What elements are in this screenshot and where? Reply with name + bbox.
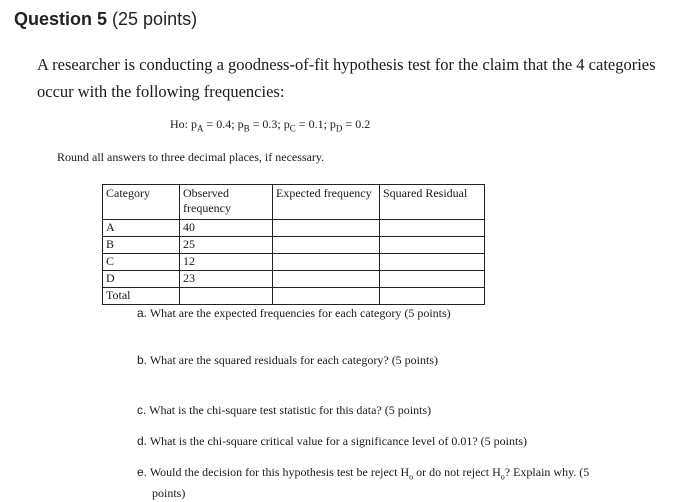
- question-number: Question 5: [14, 9, 108, 29]
- question-e-letter: e.: [137, 465, 148, 479]
- observed-cell: 23: [180, 271, 273, 288]
- question-d-letter: d.: [137, 434, 148, 448]
- header-expected: Expected frequency: [273, 185, 380, 220]
- residual-cell[interactable]: [380, 254, 485, 271]
- category-cell: A: [103, 220, 180, 237]
- total-expected-cell[interactable]: [273, 288, 380, 305]
- rounding-note: Round all answers to three decimal places, if necessary.: [57, 150, 325, 164]
- table-header-row: [103, 185, 485, 220]
- hypothesis-statement: [170, 117, 370, 133]
- hypothesis-term: $p_D = 0.2$: [329, 117, 371, 134]
- residual-cell[interactable]: [380, 237, 485, 254]
- question-b-text: What are the squared residuals for each category? (5 points): [149, 353, 439, 367]
- observed-cell: 40: [180, 220, 273, 237]
- residual-cell[interactable]: [380, 220, 485, 237]
- hypothesis-term: $p_A = 0.4$;: [191, 117, 235, 134]
- question-heading: [14, 9, 197, 30]
- question-c-text: What is the chi-square test statistic for this data? (5 points): [149, 403, 432, 417]
- header-observed: Observed frequency: [180, 185, 273, 220]
- expected-cell[interactable]: [273, 254, 380, 271]
- question-b-letter: b.: [137, 353, 148, 367]
- hypothesis-term: $p_B = 0.3$;: [237, 117, 281, 134]
- question-e: [137, 464, 667, 502]
- header-residual: Squared Residual: [380, 185, 485, 220]
- total-observed-cell[interactable]: [180, 288, 273, 305]
- question-a: [137, 305, 451, 322]
- question-b: [137, 352, 438, 369]
- expected-cell[interactable]: [273, 271, 380, 288]
- total-residual-cell[interactable]: [380, 288, 485, 305]
- table-row: [103, 220, 485, 237]
- question-d: [137, 433, 527, 450]
- question-d-text: What is the chi-square critical value for a significance level of 0.01? (5 points): [149, 434, 527, 448]
- question-e-text: Would the decision for this hypothesis test be reject $H_o$ or do not reject $H_o$? Explain why. (5 points): [149, 465, 590, 501]
- hypothesis-term: $p_C = 0.1$;: [283, 117, 327, 134]
- question-points: (25 points): [112, 9, 198, 29]
- question-a-text: What are the expected frequencies for each category (5 points): [149, 306, 451, 320]
- question-c: [137, 402, 431, 419]
- expected-cell[interactable]: [273, 237, 380, 254]
- question-a-letter: a.: [137, 306, 148, 320]
- observed-cell: 25: [180, 237, 273, 254]
- expected-cell[interactable]: [273, 220, 380, 237]
- category-cell: C: [103, 254, 180, 271]
- question-c-letter: c.: [137, 403, 147, 417]
- table-row: [103, 237, 485, 254]
- table-total-row: [103, 288, 485, 305]
- category-cell: B: [103, 237, 180, 254]
- residual-cell[interactable]: [380, 271, 485, 288]
- table-row: [103, 271, 485, 288]
- header-category: Category: [103, 185, 180, 220]
- intro-text: A researcher is conducting a goodness-of-fit hypothesis test for the claim that the 4 categories occur with the following frequencies:: [37, 55, 656, 101]
- total-label: Total: [103, 288, 180, 305]
- observed-cell: 12: [180, 254, 273, 271]
- hypothesis-prefix: Ho:: [170, 117, 188, 131]
- frequency-table: [102, 184, 485, 305]
- table-row: [103, 254, 485, 271]
- category-cell: D: [103, 271, 180, 288]
